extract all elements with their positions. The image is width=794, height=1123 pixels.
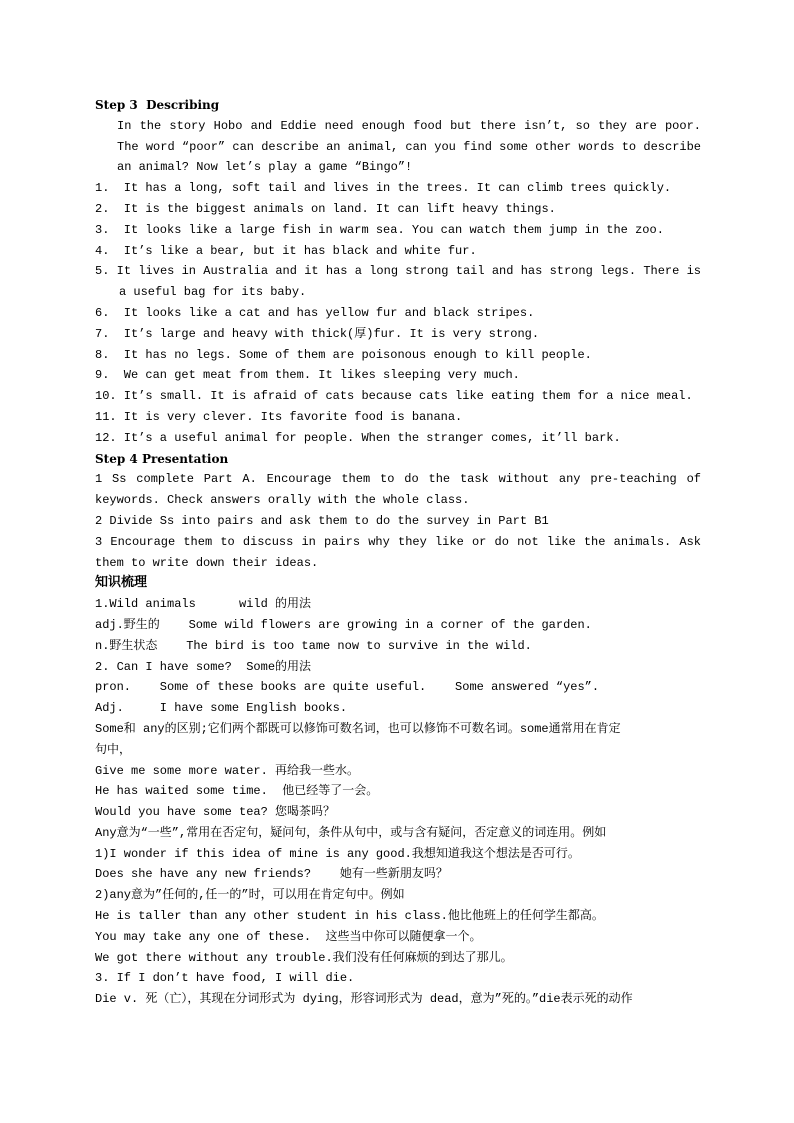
list-item: 12. It’s a useful animal for people. When the stranger comes, it’ll bark.	[95, 430, 621, 445]
note-line: You may take any one of these. 这些当中你可以随便拿一个。	[95, 929, 482, 944]
list-item: 3 Encourage them to discuss in pairs why they like or do not like the animals. Ask them to write down their ideas.	[95, 534, 701, 570]
note-line: Some和 any的区别;它们两个都既可以修饰可数名词，也可以修饰不可数名词。some通常用在肯定	[95, 721, 621, 736]
knowledge-heading: 知识梳理	[95, 575, 148, 591]
note-line: 句中，	[95, 742, 132, 757]
note-line: He has waited some time. 他已经等了一会。	[95, 784, 379, 799]
list-item: 6. It looks like a cat and has yellow fur and black stripes.	[95, 305, 535, 320]
knowledge-notes	[95, 594, 701, 1010]
list-item: 2. It is the biggest animals on land. It can lift heavy things.	[95, 201, 556, 216]
note-line: Would you have some tea? 您喝茶吗？	[95, 805, 336, 820]
step4-heading: Step 4 Presentation	[95, 451, 229, 466]
list-item: 5. It lives in Australia and it has a long strong tail and has strong legs. There is a useful bag for its baby.	[95, 264, 701, 300]
note-line: Die v. 死（亡），其现在分词形式为 dying，形容词形式为 dead，意为”死的。”die表示死的动作	[95, 992, 633, 1007]
note-line: 2. Can I have some? Some的用法	[95, 659, 312, 674]
note-line: 3. If I don’t have food, I will die.	[95, 971, 355, 986]
note-line: 1)I wonder if this idea of mine is any good.我想知道我这个想法是否可行。	[95, 846, 580, 861]
list-item: 9. We can get meat from them. It likes sleeping very much.	[95, 368, 520, 383]
list-item: 1 Ss complete Part A. Encourage them to do the task without any pre-teaching of keywords. Check answers orally with the whole class.	[95, 472, 701, 508]
note-line: We got there without any trouble.我们没有任何麻烦的到达了那儿。	[95, 950, 513, 965]
step3-heading: Step 3 Describing	[95, 98, 220, 112]
document-body	[95, 95, 701, 1010]
list-item: 8. It has no legs. Some of them are poisonous enough to kill people.	[95, 347, 592, 362]
note-line: 1.Wild animals wild 的用法	[95, 597, 312, 612]
note-line: He is taller than any other student in his class.他比他班上的任何学生都高。	[95, 909, 604, 924]
note-line: adj.野生的 Some wild flowers are growing in a corner of the garden.	[95, 617, 592, 632]
list-item: 10. It’s small. It is afraid of cats because cats like eating them for a nice meal.	[95, 389, 693, 404]
note-line: n.野生状态 The bird is too tame now to survive in the wild.	[95, 638, 532, 653]
list-item: 3. It looks like a large fish in warm sea. You can watch them jump in the zoo.	[95, 222, 664, 237]
note-line: 2)any意为”任何的,任一的”时，可以用在肯定句中。例如	[95, 888, 405, 903]
note-line: pron. Some of these books are quite useful. Some answered “yes”.	[95, 680, 600, 695]
note-line: Any意为“一些”,常用在否定句，疑问句，条件从句中，或与含有疑问，否定意义的词连用。例如	[95, 825, 607, 840]
list-item: 7. It’s large and heavy with thick(厚)fur. It is very strong.	[95, 326, 540, 341]
list-item: 2 Divide Ss into pairs and ask them to do the survey in Part B1	[95, 513, 549, 528]
note-line: Does she have any new friends? 她有一些新朋友吗？	[95, 867, 448, 882]
note-line: Adj. I have some English books.	[95, 701, 348, 716]
list-item: 11. It is very clever. Its favorite food is banana.	[95, 409, 463, 424]
step3-intro: In the story Hobo and Eddie need enough food but there isn’t, so they are poor. The word “poor” can describe an animal, can you find some other words to describe an animal? Now let’s play a game “Bingo”!	[117, 118, 701, 175]
step3-list	[95, 178, 701, 448]
note-line: Give me some more water. 再给我一些水。	[95, 763, 360, 778]
step4-list	[95, 469, 701, 573]
list-item: 1. It has a long, soft tail and lives in the trees. It can climb trees quickly.	[95, 181, 672, 196]
list-item: 4. It’s like a bear, but it has black and white fur.	[95, 243, 477, 258]
